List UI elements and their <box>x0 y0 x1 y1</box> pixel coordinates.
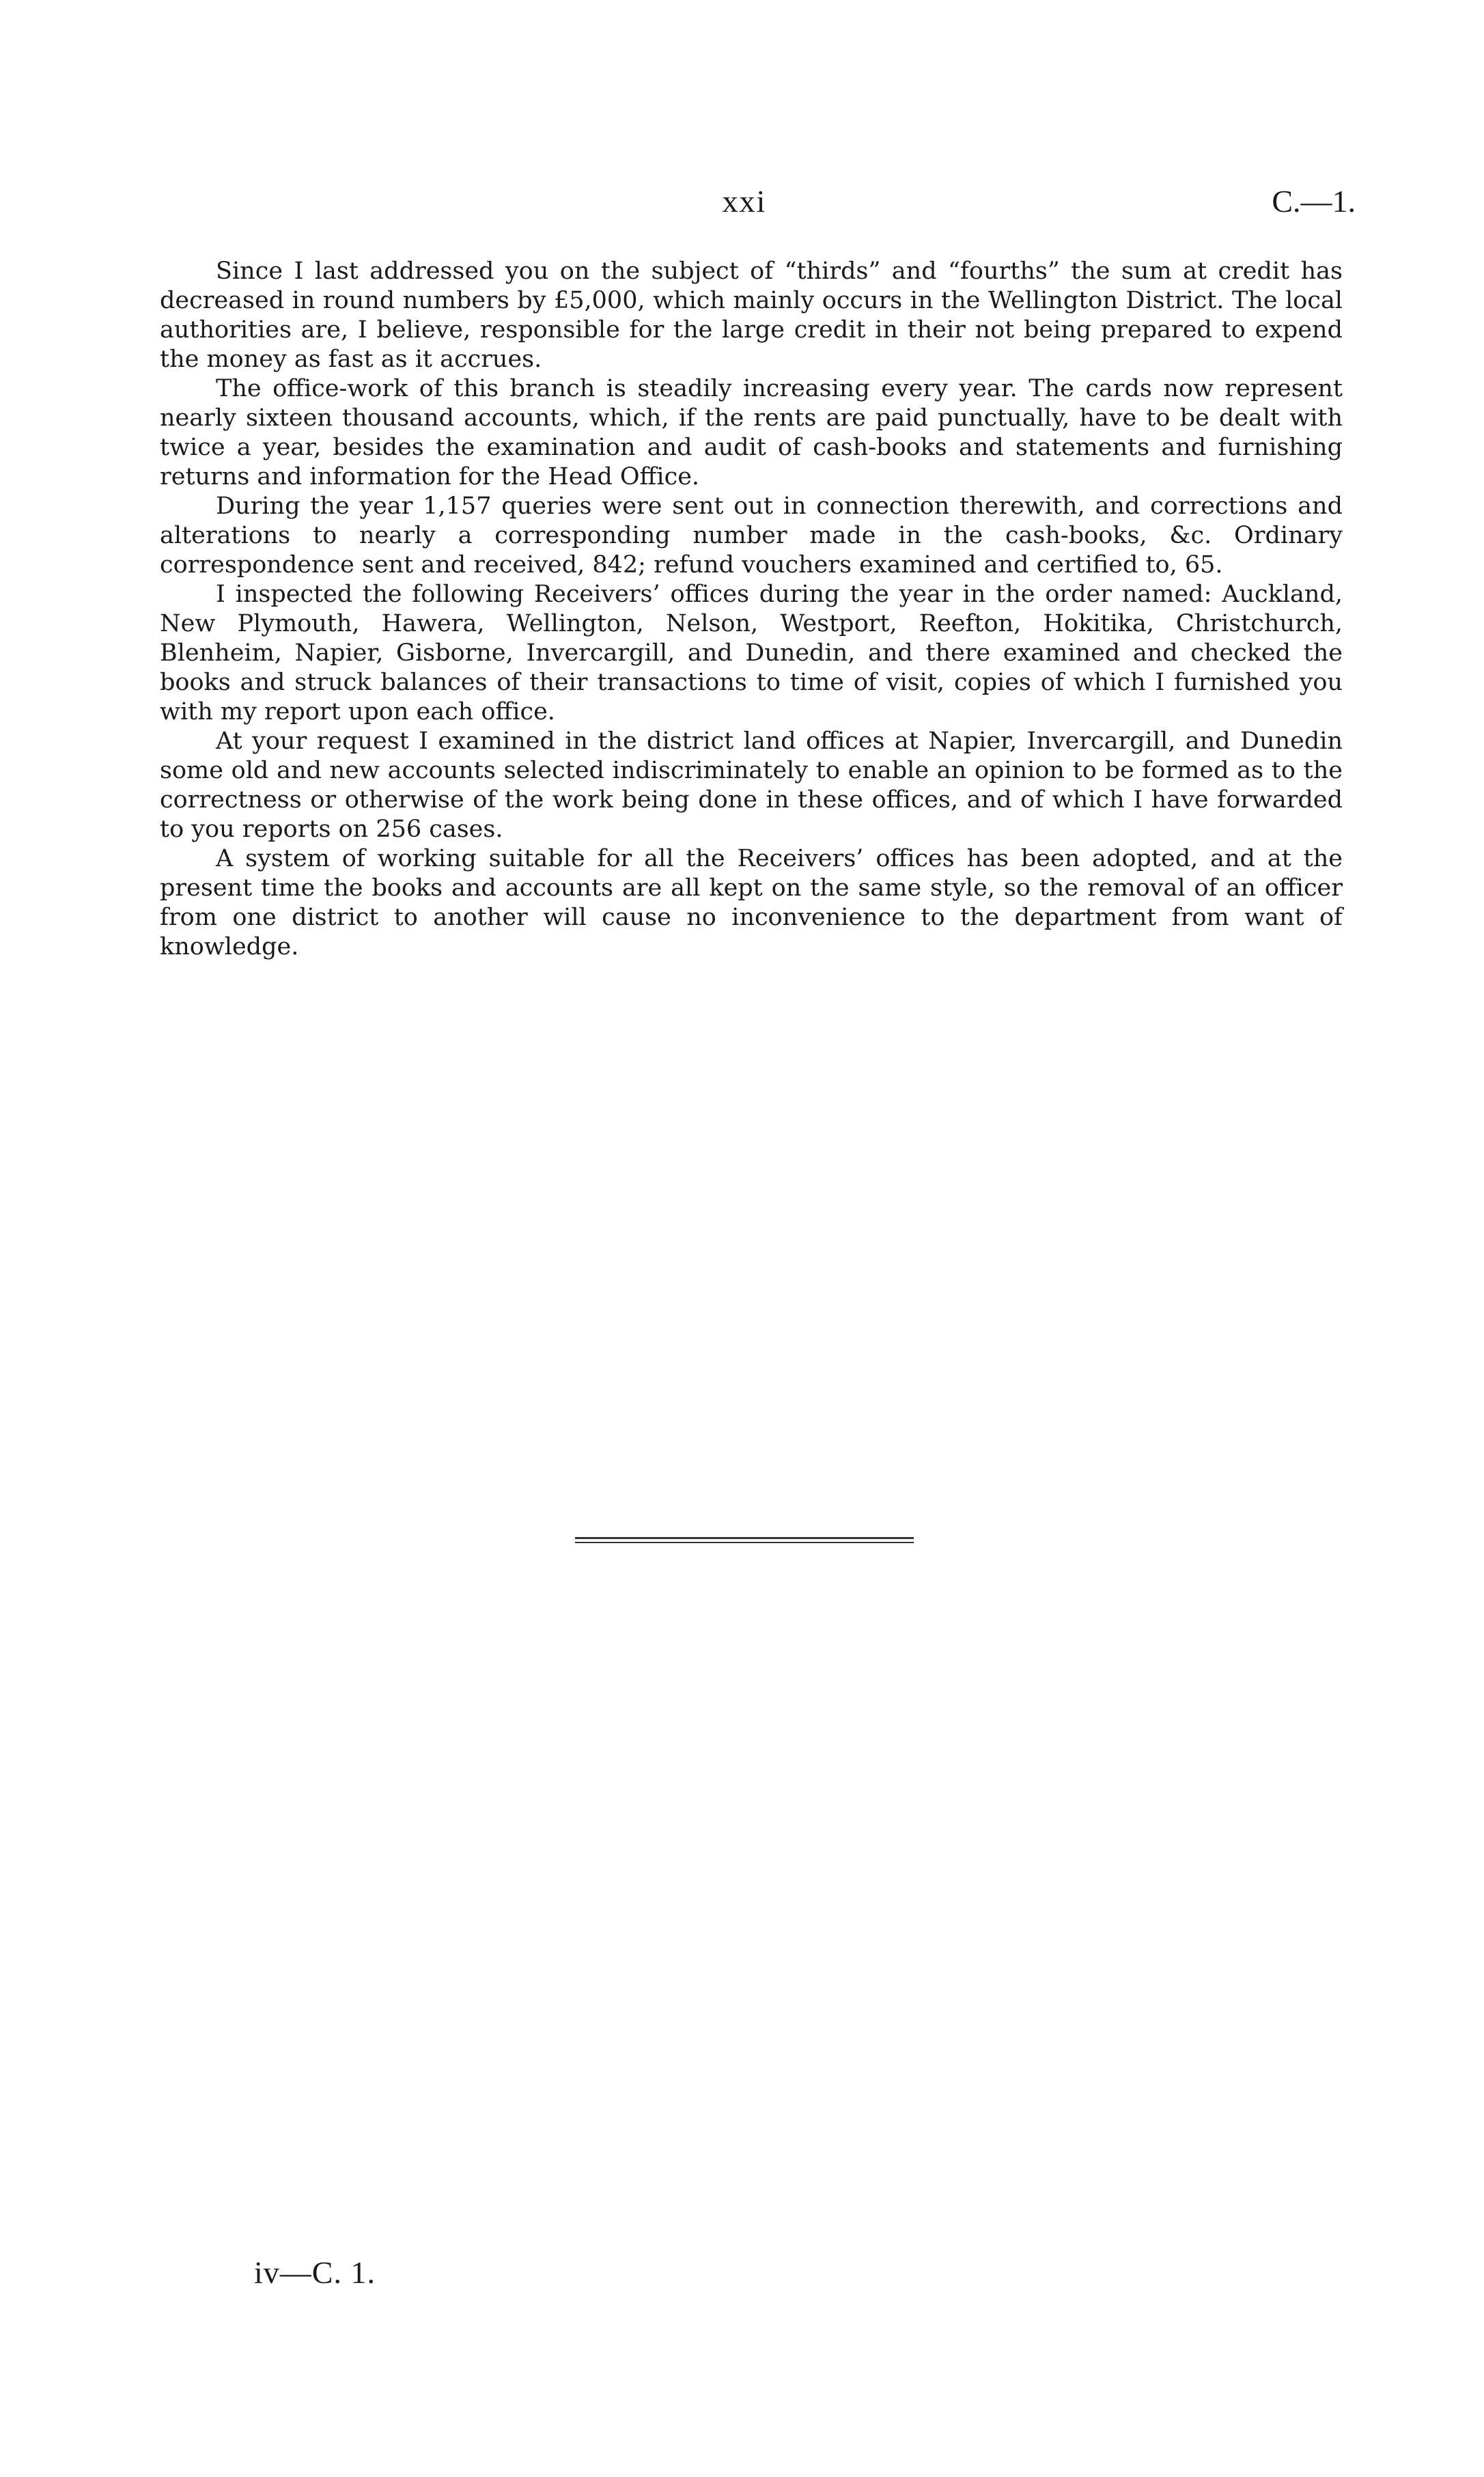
page-number: xxi <box>722 184 767 219</box>
paragraph-queries: During the year 1,157 queries were sent out in connection therewith, and corrections and alterations to nearly a corresponding number made in the cash-books, &c. Ordinary correspondence sent and received, 842; refund vouchers examined and certified to, 65. <box>160 493 1343 579</box>
paragraph-district-accounts: At your request I examined in the district land offices at Napier, Invercargill, and Dunedin some old and new accounts selected indiscriminately to enable an opinion to be formed as to the correctness or otherwise of the work being done in these offices, and of which I have forwarded to you reports on 256 cases. <box>160 728 1343 843</box>
report-body <box>160 257 1343 962</box>
signature-mark: iv—C. 1. <box>254 2255 376 2290</box>
document-code: C.—1. <box>1272 184 1356 219</box>
paragraph-system-of-working: A system of working suitable for all the Receivers’ offices has been adopted, and at the present time the books and accounts are all kept on the same style, so the removal of an officer from one district to another will cause no inconvenience to the department from want of knowledge. <box>160 845 1343 960</box>
paragraph-thirds-fourths: Since I last addressed you on the subject of “thirds” and “fourths” the sum at credit has decreased in round numbers by £5,000, which mainly occurs in the Wellington District. The local authorities are, I believe, responsible for the large credit in their not being prepared to expend the money as fast as it accrues. <box>160 258 1343 373</box>
paragraph-inspections: I inspected the following Receivers’ offices during the year in the order named: Auckland, New Plymouth, Hawera, Wellington, Nelson, Westport, Reefton, Hokitika, Christchurch, Blenheim, Napier, Gisborne, Invercargill, and Dunedin, and there examined and checked the books and struck balances of their transactions to time of visit, copies of which I furnished you with my report upon each office. <box>160 581 1343 725</box>
section-divider-rule <box>575 1537 914 1543</box>
paragraph-office-work: The office-work of this branch is steadily increasing every year. The cards now represent nearly sixteen thousand accounts, which, if the rents are paid punctually, have to be dealt with twice a year, besides the examination and audit of cash-books and statements and furnishing returns and information for the Head Office. <box>160 375 1343 490</box>
